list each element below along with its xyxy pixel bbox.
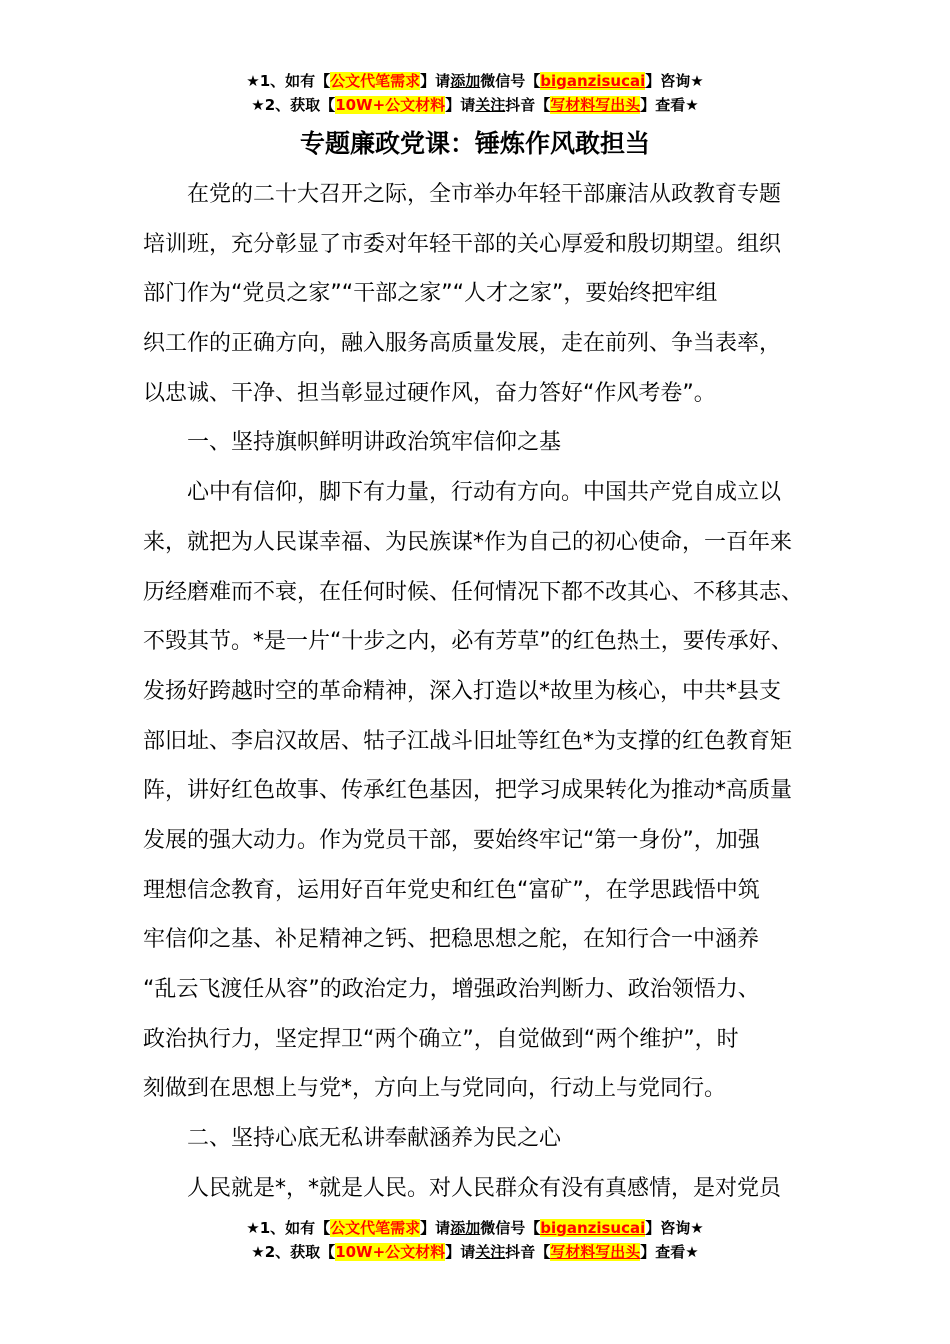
paragraph-line: “乱云飞渡任从容”的政治定力，增强政治判断力、政治领悟力、 [143,977,760,1002]
banner-text: 】咨询★ [645,72,704,90]
paragraph-line: 政治执行力，坚定捍卫“两个确立”，自觉做到“两个维护”，时 [143,1026,739,1052]
banner-text: 】请 [445,96,476,114]
banner-douyin-id: 写材料写出头 [550,1243,641,1261]
banner-text: 】查看★ [640,1243,699,1261]
banner-text: 抖音【 [505,1243,551,1261]
paragraph-line: 来，就把为人民谋幸福、为民族谋*作为自己的初心使命，一百年来 [143,529,793,555]
paragraph-line: 心中有信仰，脚下有力量，行动有方向。中国共产党自成立以 [187,480,782,506]
document-title: 专题廉政党课：锤炼作风敢担当 [299,129,650,158]
paragraph-line: 部门作为“党员之家”“干部之家”“人才之家”，要始终把牢组 [143,281,718,307]
banner-text: 微信号【 [480,1219,541,1237]
banner-text: 】请 [420,1219,451,1237]
section-heading-1: 一、坚持旗帜鲜明讲政治筑牢信仰之基 [187,430,562,456]
paragraph-line: 培训班，充分彰显了市委对年轻干部的关心厚爱和殷切期望。组织 [143,231,782,257]
banner-text: 】查看★ [640,96,699,114]
paragraph-line: 在党的二十大召开之际，全市举办年轻干部廉洁从政教育专题 [187,182,782,207]
paragraph-line: 牢信仰之基、补足精神之钙、把稳思想之舵，在知行合一中涵养 [143,927,760,953]
banner-highlight: 公文代笔需求 [330,72,421,90]
banner-line-2 [0,93,950,117]
banner-text: ★1、如有【 [246,72,331,90]
document-body [143,170,823,1213]
paragraph-line: 刻做到在思想上与党*，方向上与党同向，行动上与党同行。 [143,1076,727,1102]
paragraph-line: 发扬好跨越时空的革命精神，深入打造以*故里为核心，中共*县支 [143,678,782,704]
banner-text: 】请 [445,1243,476,1261]
paragraph-line: 历经磨难而不衰，在任何时候、任何情况下都不改其心、不移其志、 [143,579,804,605]
banner-highlight: 10W+公文材料 [335,1243,446,1261]
banner-highlight: 公文代笔需求 [330,1219,421,1237]
banner-douyin-id: 写材料写出头 [550,96,641,114]
banner-line-1 [0,69,950,93]
banner-wechat-id: biganzisucai [540,72,646,90]
banner-text: 】请 [420,72,451,90]
banner-text: ★2、获取【 [251,1243,336,1261]
section-heading-2: 二、坚持心底无私讲奉献涵养为民之心 [187,1126,562,1152]
banner-text: 抖音【 [505,96,551,114]
banner-underline: 添加 [450,72,481,90]
banner-text: ★1、如有【 [246,1219,331,1237]
banner-wechat-id: biganzisucai [540,1219,646,1237]
banner-text: 】咨询★ [645,1219,704,1237]
banner-underline: 关注 [475,1243,506,1261]
paragraph-line: 部旧址、李启汉故居、牯子江战斗旧址等红色*为支撑的红色教育矩 [143,728,793,754]
banner-text: 微信号【 [480,72,541,90]
paragraph-line: 不毁其节。*是一片“十步之内，必有芳草”的红色热土，要传承好、 [143,629,793,655]
banner-line-2 [0,1240,950,1264]
paragraph-line: 阵，讲好红色故事、传承红色基因，把学习成果转化为推动*高质量 [143,778,793,804]
paragraph-line: 人民就是*，*就是人民。对人民群众有没有真感情，是对党员 [187,1175,782,1201]
banner-underline: 添加 [450,1219,481,1237]
banner-highlight: 10W+公文材料 [335,96,446,114]
paragraph-line: 理想信念教育，运用好百年党史和红色“富矿”，在学思践悟中筑 [143,877,760,903]
paragraph-line: 以忠诚、干净、担当彰显过硬作风，奋力答好“作风考卷”。 [143,380,716,406]
paragraph-line: 织工作的正确方向，融入服务高质量发展，走在前列、争当表率， [143,331,782,357]
footer-banner [0,1216,950,1264]
banner-line-1 [0,1216,950,1240]
paragraph-line: 发展的强大动力。作为党员干部，要始终牢记“第一身份”，加强 [143,827,760,853]
banner-text: ★2、获取【 [251,96,336,114]
banner-underline: 关注 [475,96,506,114]
header-banner [0,69,950,117]
